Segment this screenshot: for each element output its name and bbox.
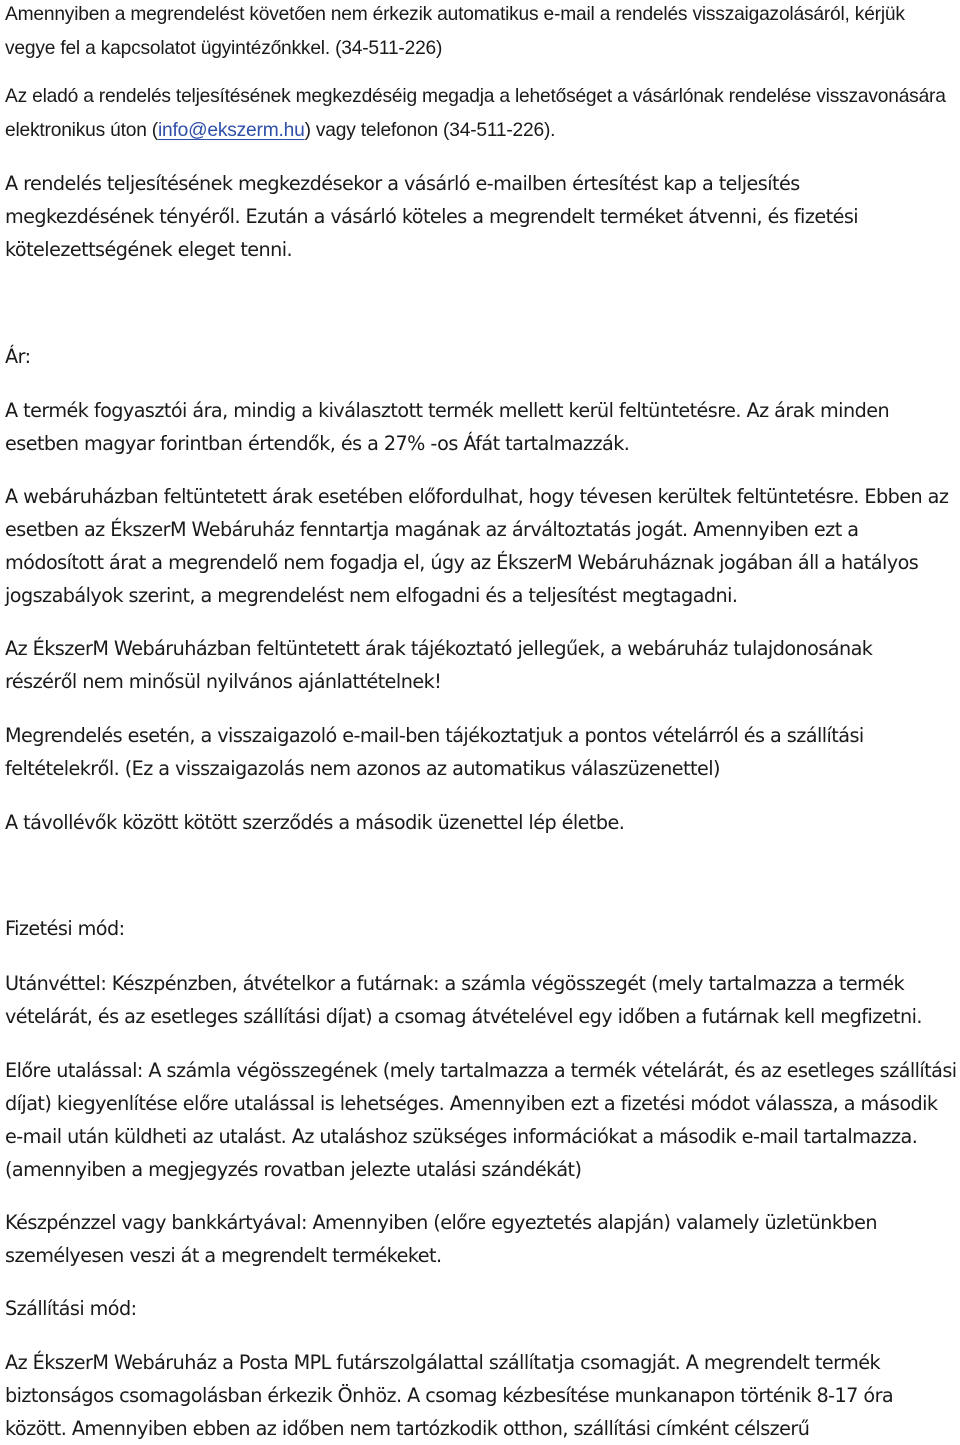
payment-transfer-paragraph: Előre utalással: A számla végösszegének (mely tartalmazza a termék vételárát, és az esetleges szállítási díjat) kiegyenlítése előre utalással is lehetséges. Amennyiben ezt a fizetési módot válassza, a második e-mail után küldheti az utalást. Az utaláshoz szükséges információkat a második e-mail tartalmazza. (amennyiben a megjegyzés rovatban jelezte utalási szándékát) [5,1059,957,1181]
payment-heading: Fizetési mód: [5,917,125,940]
intro-paragraph-1: Amennyiben a megrendelést követően nem érkezik automatikus e-mail a rendelés visszaigazolásáról, kérjük vegye fel a kapcsolatot ügyintézőnkkel. (34-511-226) [5,4,905,59]
shipping-heading: Szállítási mód: [5,1297,137,1320]
intro-paragraph-3: A rendelés teljesítésének megkezdésekor a vásárló e-mailben értesítést kap a teljesítés megkezdésének tényéről. Ezután a vásárló köteles a megrendelt terméket átvenni, és fizetési kötelezettségének eleget tenni. [5,172,859,261]
price-paragraph-1: A termék fogyasztói ára, mindig a kiválasztott termék mellett kerül feltüntetésre. Az árak minden esetben magyar forintban értendők, és a 27% -os Áfát tartalmazzák. [5,399,890,455]
email-link-dot: . [278,120,284,141]
payment-cash-card-paragraph: Készpénzzel vagy bankkártyával: Amennyiben (előre egyeztetés alapján) valamely üzletünkben személyesen veszi át a megrendelt termékeket. [5,1211,877,1267]
email-link-tld: hu [283,120,305,141]
email-link-user: info@ekszerm [157,120,279,141]
shipping-paragraph-1: Az ÉkszerM Webáruház a Posta MPL futárszolgálattal szállítatja csomagját. A megrendelt termék biztonságos csomagolásban érkezik Önhöz. A csomag kézbesítése munkanapon történik 8-17 óra között. Amennyiben ebben az időben nem tartózkodik otthon, szállítási címként célszerű [5,1351,894,1440]
price-paragraph-5: A távollévők között kötött szerződés a második üzenettel lép életbe. [5,811,625,834]
price-paragraph-3: Az ÉkszerM Webáruházban feltüntetett árak tájékoztató jellegűek, a webáruház tulajdonosának részéről nem minősül nyilvános ajánlattételnek! [5,637,873,693]
price-paragraph-2: A webáruházban feltüntetett árak esetében előfordulhat, hogy tévesen kerültek feltüntetésre. Ebben az esetben az ÉkszerM Webáruház fenntartja magának az árváltoztatás jogát. Amennyiben ezt a módosított árat a megrendelő nem fogadja el, úgy az ÉkszerM Webáruháznak jogában áll a hatályos jogszabályok szerint, a megrendelést nem elfogadni és a teljesítést megtagadni. [5,485,949,607]
withdrawal-text-before: Az eladó a rendelés teljesítésének megkezdéséig megadja a lehetőséget a vásárlónak rendelése visszavonására elektronikus úton ( [5,86,946,141]
withdrawal-text-after: ) vagy telefonon (34-511-226). [304,120,556,141]
price-heading: Ár: [5,345,31,368]
intro-paragraph-2 [5,80,960,148]
payment-cod-paragraph: Utánvéttel: Készpénzben, átvételkor a futárnak: a számla végösszegét (mely tartalmazza a termék vételárát, és az esetleges szállítási díjat) a csomag átvételével egy időben a futárnak kell megfizetni. [5,972,922,1028]
email-link[interactable] [158,120,305,141]
price-paragraph-4: Megrendelés esetén, a visszaigazoló e-mail-ben tájékoztatjuk a pontos vételárról és a szállítási feltételekről. (Ez a visszaigazolás nem azonos az automatikus válaszüzenettel) [5,724,864,780]
